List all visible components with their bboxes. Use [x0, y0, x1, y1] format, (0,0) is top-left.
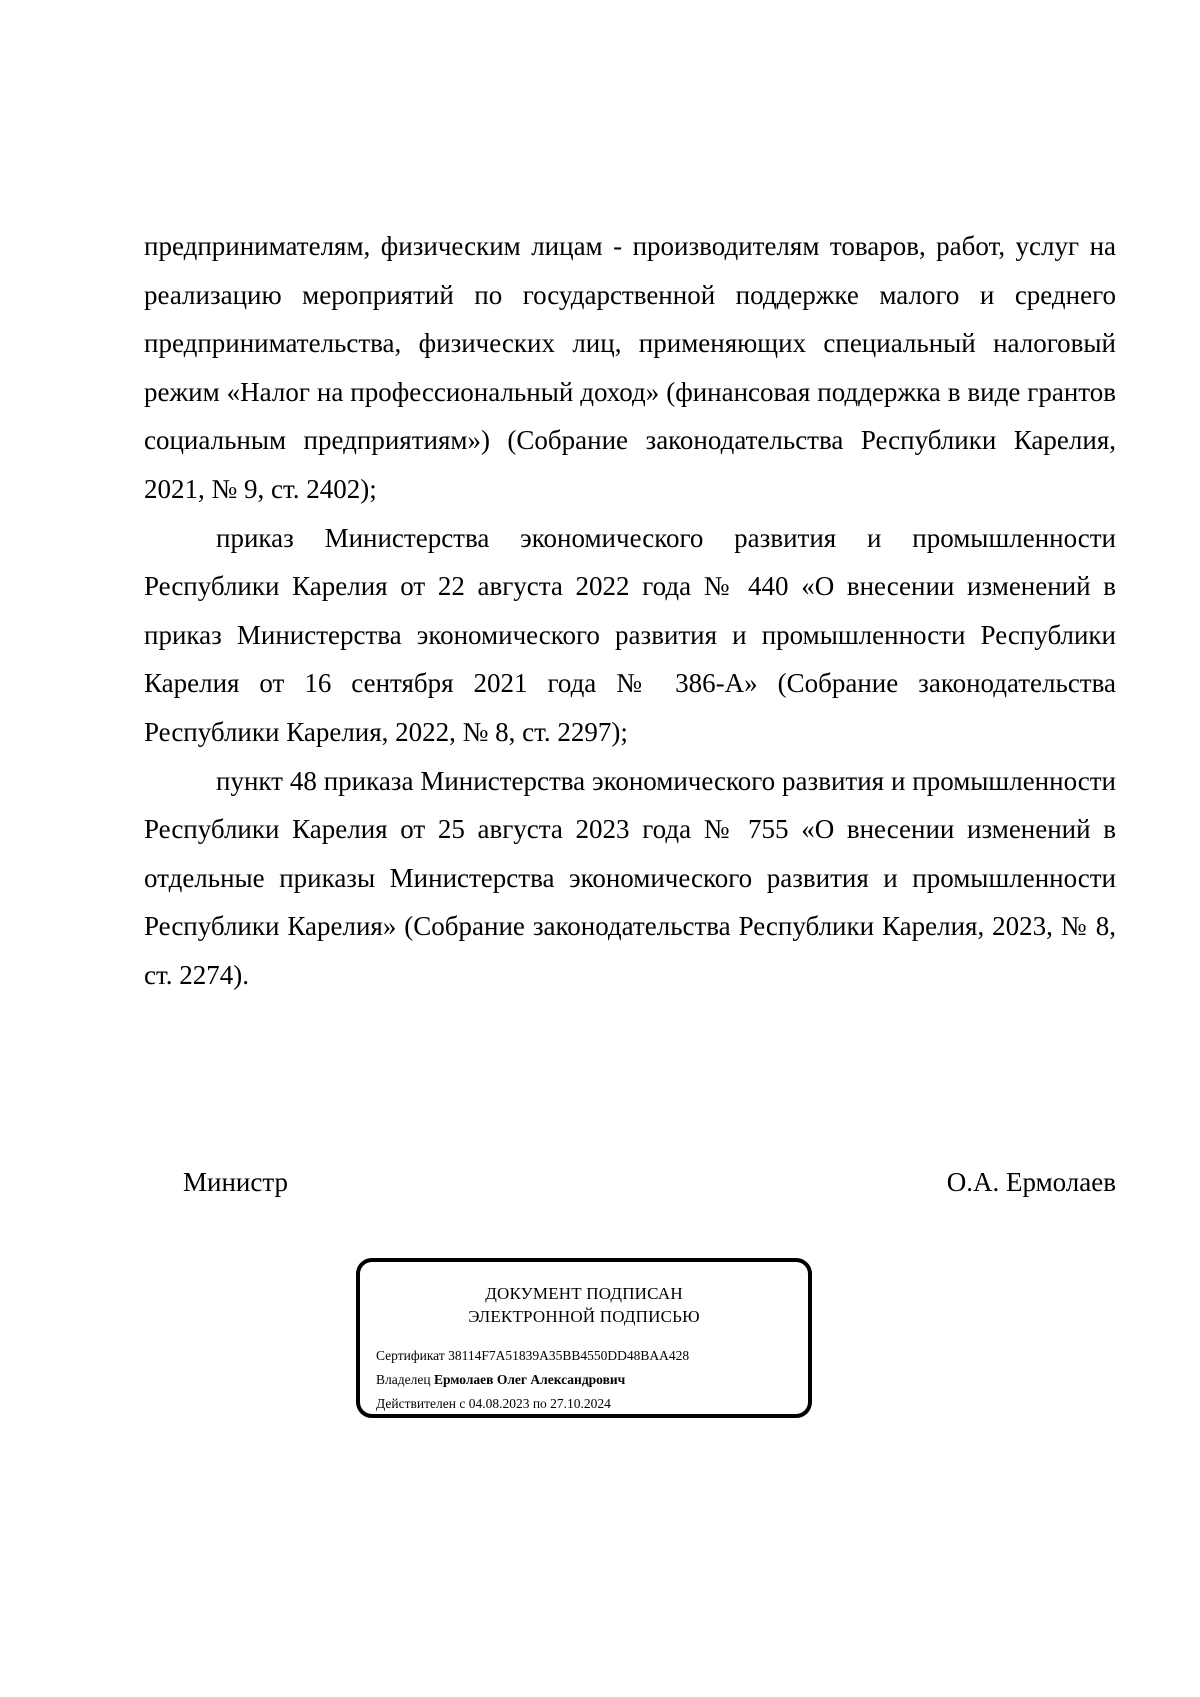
stamp-certificate [376, 1347, 689, 1365]
paragraph-order-440: приказ Министерства экономического развития и промышленности Республики Карелия от 22 августа 2022 года № 440 «О внесении изменений в приказ Министерства экономического развития и промышленности Республики Карелия от 16 сентября 2021 года № 386-А» (Собрание законодательства Республики Карелия, 2022, № 8, ст. 2297); [144, 522, 1116, 747]
owner-value: Ермолаев Олег Александрович [433, 1372, 626, 1387]
certificate-label: Сертификат [376, 1348, 445, 1363]
signatory-name: О.А. Ермолаев [946, 1167, 1116, 1197]
stamp-title [360, 1282, 808, 1328]
paragraph-continuation: предпринимателям, физическим лицам - производителям товаров, работ, услуг на реализацию мероприятий по государственной поддержке малого и среднего предпринимательства, физических лиц, применяющих специальный налоговый режим «Налог на профессиональный доход» (финансовая поддержка в виде грантов социальным предприятиям») (Собрание законодательства Республики Карелия, 2021, № 9, ст. 2402); [144, 231, 1116, 504]
stamp-title-line-1: ДОКУМЕНТ ПОДПИСАН [485, 1284, 683, 1303]
valid-from: 04.08.2023 [468, 1396, 530, 1411]
valid-label: Действителен [376, 1396, 456, 1411]
owner-label: Владелец [376, 1372, 431, 1387]
stamp-title-line-2: ЭЛЕКТРОННОЙ ПОДПИСЬЮ [468, 1307, 700, 1326]
valid-to: 27.10.2024 [550, 1396, 611, 1411]
valid-from-label: с [459, 1396, 466, 1411]
certificate-value: 38114F7A51839A35BB4550DD48BAA428 [448, 1348, 690, 1363]
electronic-signature-stamp [356, 1258, 812, 1418]
valid-to-label: по [532, 1396, 547, 1411]
document-body [144, 222, 1116, 1000]
stamp-owner [376, 1371, 625, 1389]
stamp-validity [376, 1395, 611, 1413]
signatory-role: Министр [183, 1167, 288, 1197]
paragraph-order-755: пункт 48 приказа Министерства экономического развития и промышленности Республики Карелия от 25 августа 2023 года № 755 «О внесении изменений в отдельные приказы Министерства экономического развития и промышленности Республики Карелия» (Собрание законодательства Республики Карелия, 2023, № 8, ст. 2274). [144, 765, 1116, 990]
